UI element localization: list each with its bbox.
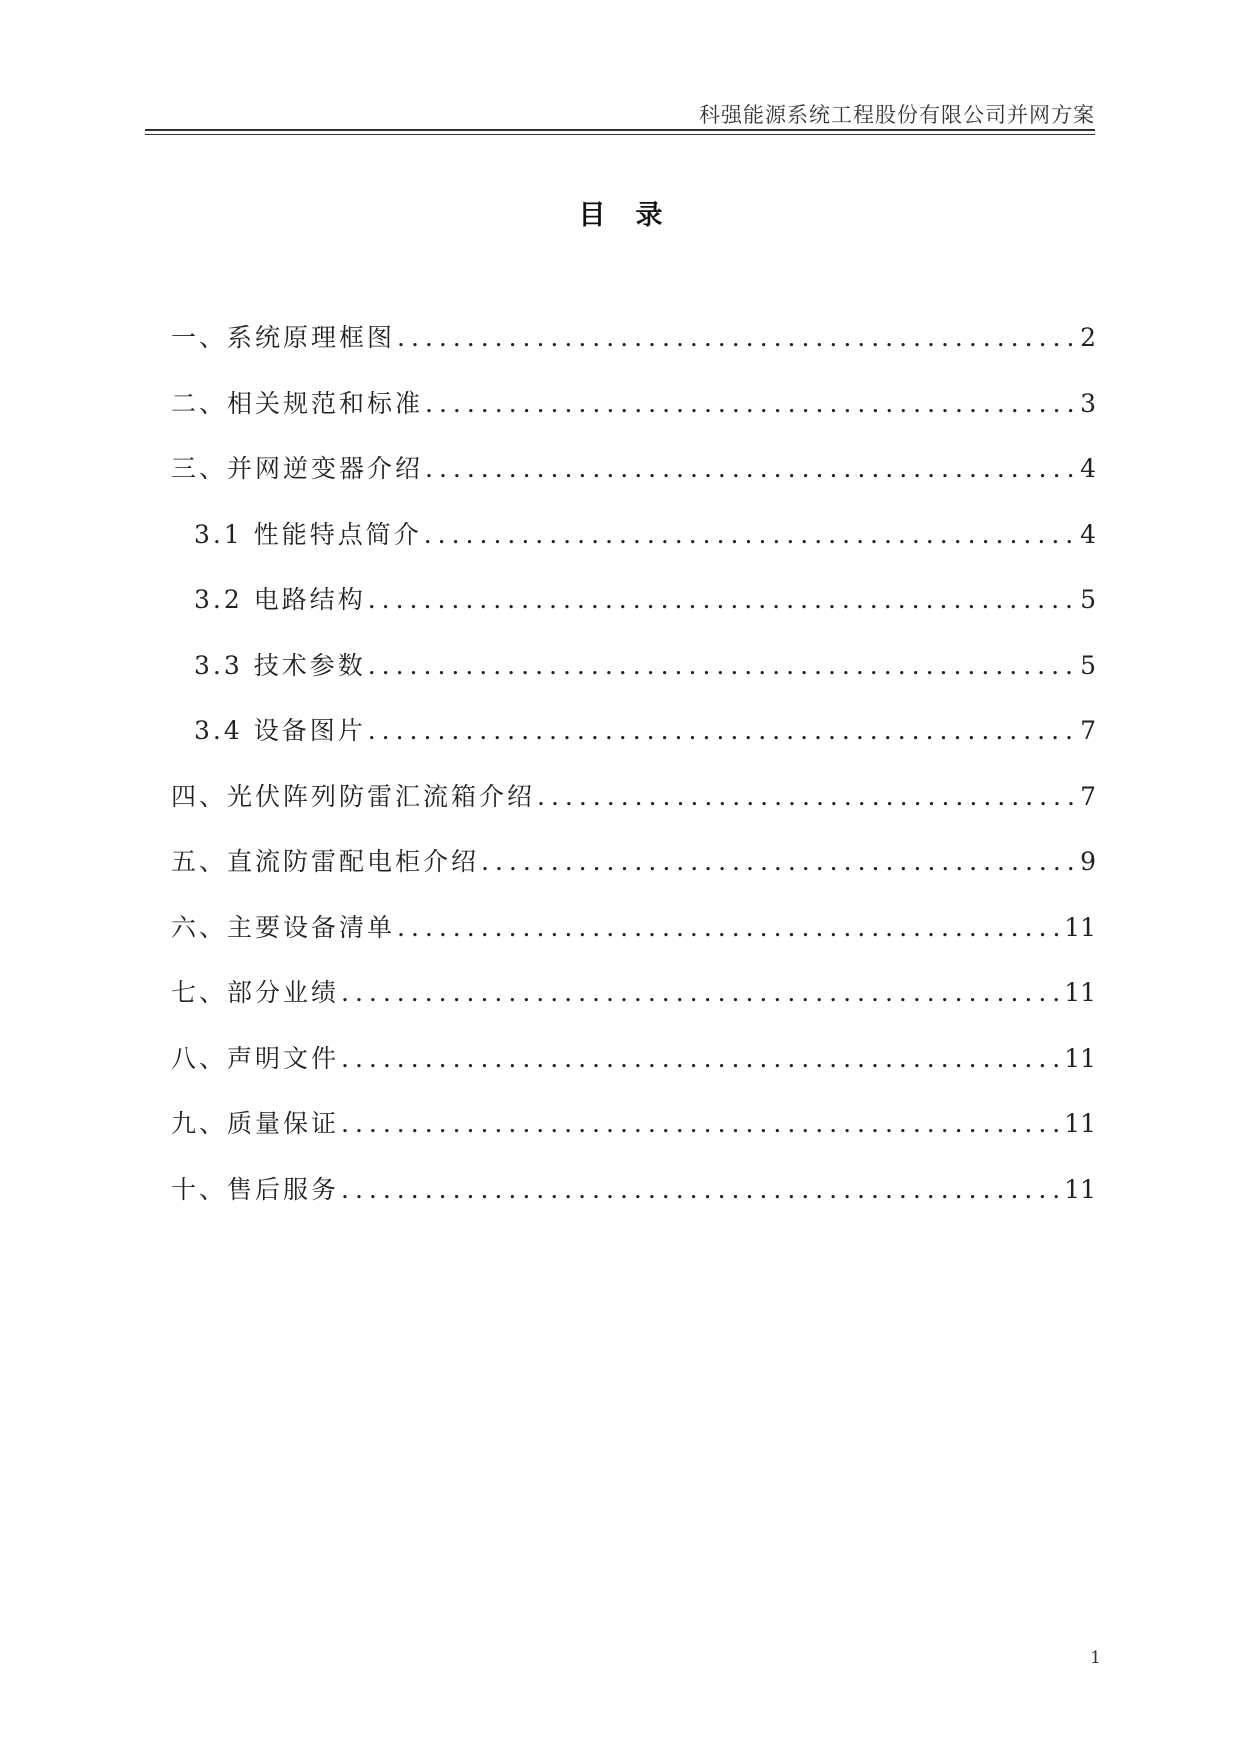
toc-entry[interactable] — [171, 842, 1096, 908]
toc-entry[interactable] — [171, 515, 1096, 581]
toc-title: 目录 — [578, 200, 693, 231]
toc-dot-leader — [425, 454, 1078, 483]
toc-entry-title: 八、声明文件 — [171, 1043, 340, 1073]
toc-entry-title: 七、部分业绩 — [171, 978, 340, 1007]
toc-dot-leader — [425, 389, 1078, 418]
toc-entry-title: 3.3 技术参数 — [194, 650, 366, 680]
header-rule — [145, 129, 1095, 131]
toc-entry[interactable] — [171, 449, 1096, 515]
toc-dot-leader — [481, 847, 1078, 876]
toc-entry[interactable] — [171, 908, 1096, 974]
toc-entry[interactable] — [171, 973, 1096, 1039]
toc-entry-page: 11 — [1064, 1109, 1096, 1138]
toc-entry-page: 11 — [1064, 978, 1096, 1007]
toc-entry[interactable] — [171, 777, 1096, 843]
toc-entry[interactable] — [171, 384, 1096, 450]
toc-entry-page: 4 — [1080, 454, 1096, 483]
page-number: 1 — [1090, 1648, 1101, 1668]
toc-dot-leader — [341, 978, 1062, 1007]
toc-entry-title: 二、相关规范和标准 — [171, 388, 424, 418]
toc-entry-page: 11 — [1064, 1174, 1096, 1204]
toc-dot-leader — [397, 323, 1078, 352]
toc-entry-title: 十、售后服务 — [171, 1174, 340, 1204]
toc-entry-title: 3.4 设备图片 — [194, 716, 366, 745]
toc-entry-page: 4 — [1080, 519, 1096, 549]
toc-entry[interactable] — [171, 711, 1096, 777]
toc-entry-title: 三、并网逆变器介绍 — [171, 454, 424, 483]
toc-entry-page: 11 — [1064, 1043, 1096, 1073]
toc-entry-page: 2 — [1080, 323, 1096, 352]
toc-dot-leader — [537, 782, 1078, 811]
toc-entry-page: 5 — [1080, 585, 1096, 614]
toc-entry-page: 11 — [1064, 912, 1096, 942]
toc-entry-title: 3.1 性能特点简介 — [194, 519, 422, 549]
toc-dot-leader — [341, 1175, 1062, 1204]
page-header — [145, 95, 1095, 135]
header-text: 科强能源系统工程股份有限公司并网方案 — [699, 103, 1095, 127]
toc-dot-leader — [368, 651, 1078, 680]
toc-entry[interactable] — [171, 1170, 1096, 1236]
toc-entry[interactable] — [171, 580, 1096, 646]
toc-entry-title: 五、直流防雷配电柜介绍 — [171, 847, 480, 876]
toc-entry-title: 一、系统原理框图 — [171, 323, 396, 352]
toc-entry-title: 六、主要设备清单 — [171, 912, 396, 942]
toc-dot-leader — [424, 520, 1078, 549]
table-of-contents — [171, 318, 1096, 1235]
header-rule-secondary — [145, 134, 1095, 135]
toc-dot-leader — [341, 1109, 1062, 1138]
toc-dot-leader — [341, 1044, 1062, 1073]
toc-entry[interactable] — [171, 646, 1096, 712]
toc-entry-title: 四、光伏阵列防雷汇流箱介绍 — [171, 781, 536, 811]
toc-entry[interactable] — [171, 1039, 1096, 1105]
toc-entry[interactable] — [171, 1104, 1096, 1170]
toc-entry-page: 3 — [1080, 388, 1096, 418]
toc-dot-leader — [368, 716, 1078, 745]
toc-entry-page: 5 — [1080, 650, 1096, 680]
toc-entry-page: 7 — [1080, 781, 1096, 811]
toc-entry-title: 3.2 电路结构 — [194, 585, 366, 614]
toc-entry-page: 7 — [1080, 716, 1096, 745]
toc-entry-title: 九、质量保证 — [171, 1109, 340, 1138]
toc-dot-leader — [368, 585, 1078, 614]
toc-entry-page: 9 — [1080, 847, 1096, 876]
toc-dot-leader — [397, 913, 1062, 942]
toc-entry[interactable] — [171, 318, 1096, 384]
